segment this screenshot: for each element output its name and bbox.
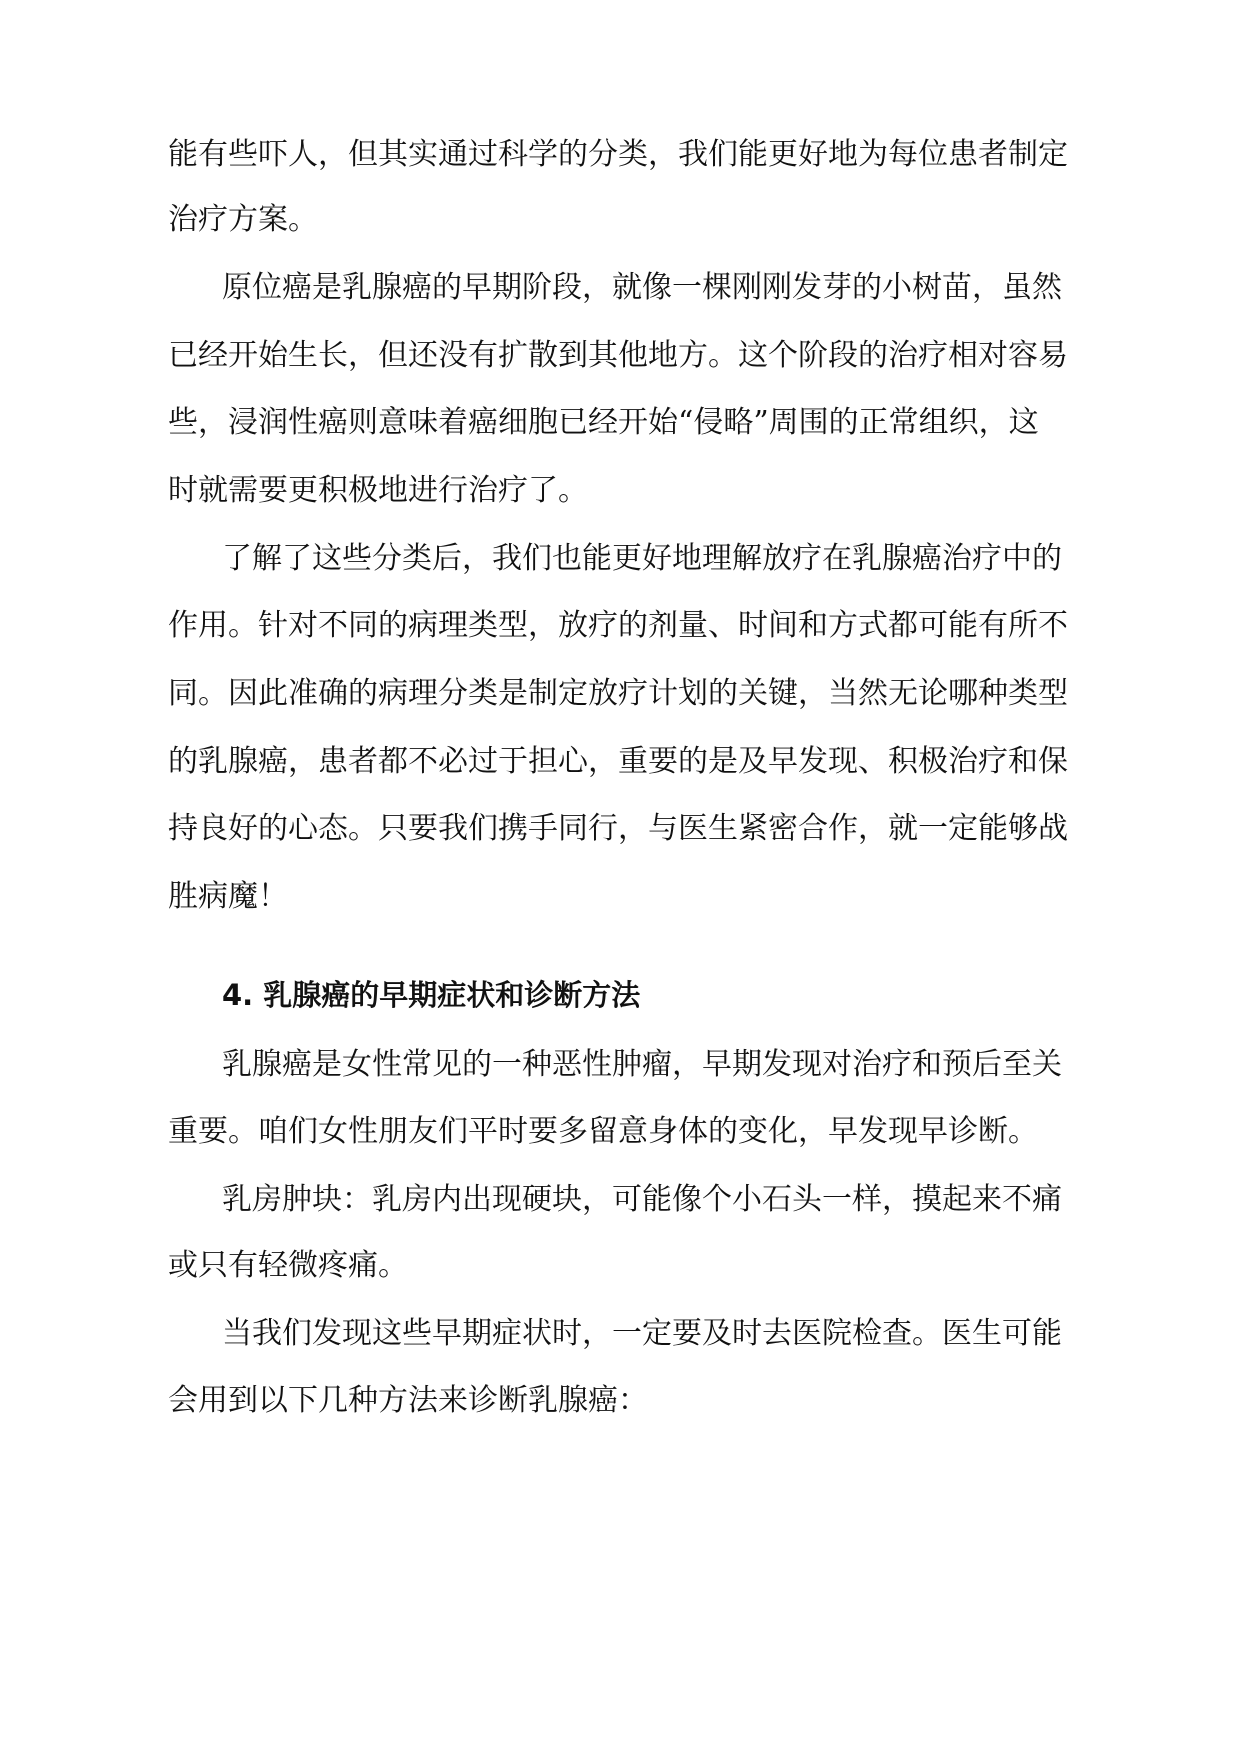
text-line: 了解了这些分类后，我们也能更好地理解放疗在乳腺癌治疗中的 [222, 541, 1062, 576]
text-line: 重要。咱们女性朋友们平时要多留意身体的变化，早发现早诊断。 [168, 1114, 1038, 1149]
text-line: 同。因此准确的病理分类是制定放疗计划的关键，当然无论哪种类型 [168, 676, 1068, 711]
text-line: 作用。针对不同的病理类型，放疗的剂量、时间和方式都可能有所不 [168, 608, 1068, 643]
text-line: 持良好的心态。只要我们携手同行，与医生紧密合作，就一定能够战 [168, 811, 1068, 846]
text-line: 胜病魔！ [168, 879, 288, 914]
text-line: 治疗方案。 [168, 202, 318, 237]
text-line: 乳房肿块：乳房内出现硬块，可能像个小石头一样，摸起来不痛 [222, 1182, 1062, 1217]
text-line: 的乳腺癌，患者都不必过于担心，重要的是及早发现、积极治疗和保 [168, 744, 1068, 779]
text-line: 些，浸润性癌则意味着癌细胞已经开始“侵略”周围的正常组织，这 [168, 405, 1039, 440]
section-heading: 4. 乳腺癌的早期症状和诊断方法 [222, 978, 641, 1012]
text-line: 已经开始生长，但还没有扩散到其他地方。这个阶段的治疗相对容易 [168, 338, 1068, 373]
text-line: 能有些吓人，但其实通过科学的分类，我们能更好地为每位患者制定 [168, 137, 1068, 172]
text-line: 当我们发现这些早期症状时，一定要及时去医院检查。医生可能 [222, 1316, 1062, 1351]
text-line: 时就需要更积极地进行治疗了。 [168, 473, 588, 508]
text-line: 会用到以下几种方法来诊断乳腺癌： [168, 1383, 648, 1418]
text-line: 乳腺癌是女性常见的一种恶性肿瘤，早期发现对治疗和预后至关 [222, 1047, 1062, 1082]
text-line: 原位癌是乳腺癌的早期阶段，就像一棵刚刚发芽的小树苗，虽然 [222, 270, 1062, 305]
text-line: 或只有轻微疼痛。 [168, 1248, 408, 1283]
